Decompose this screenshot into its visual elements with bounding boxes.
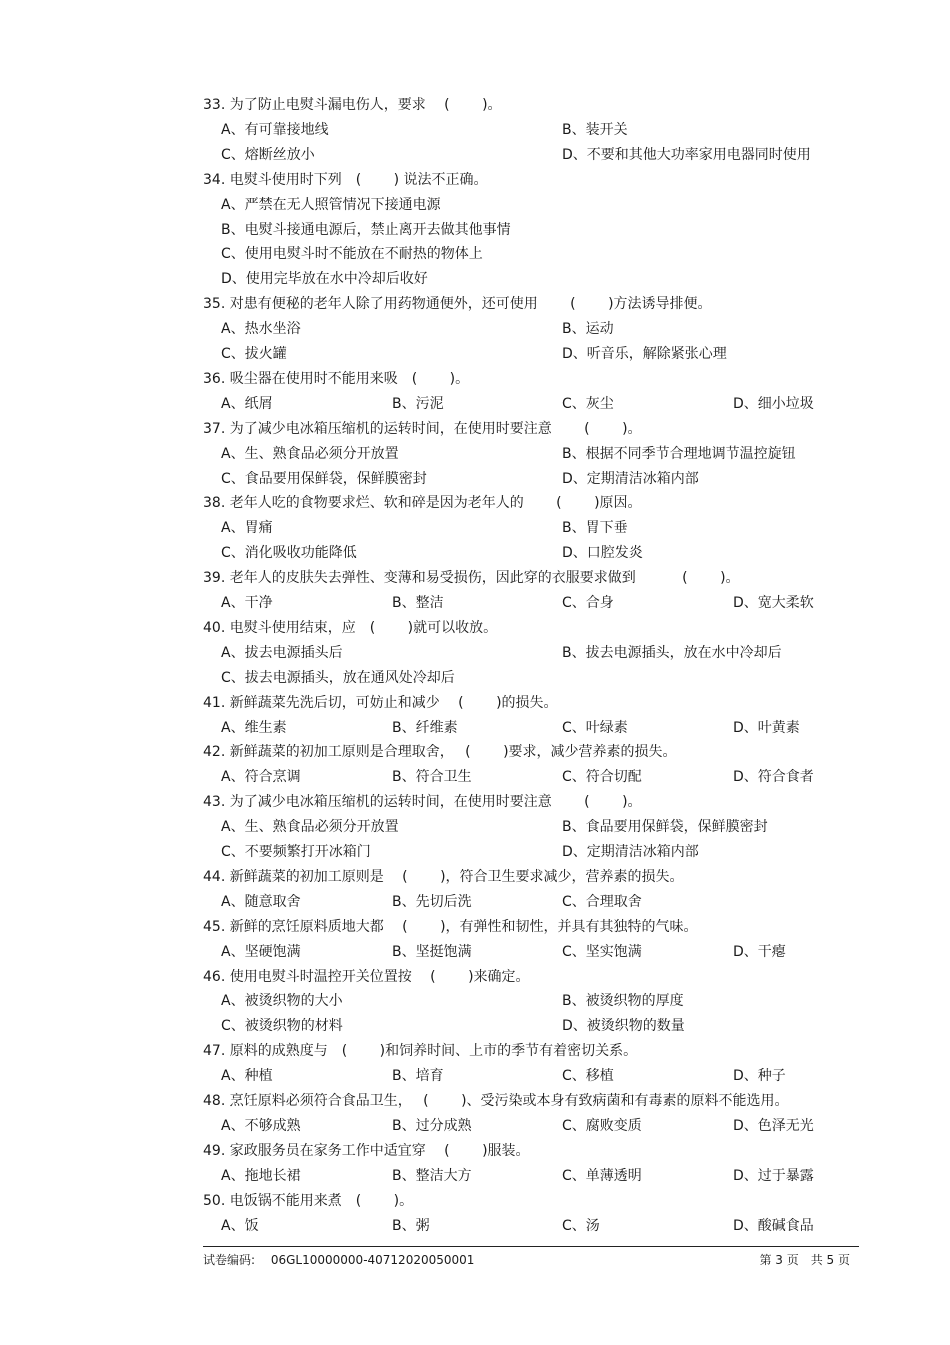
answer-option: A、干净: [221, 595, 273, 611]
answer-option: D、叶黄素: [733, 720, 800, 736]
answer-option: A、坚硬饱满: [221, 944, 301, 960]
answer-option: C、消化吸收功能降低: [221, 545, 357, 561]
answer-option: D、过于暴露: [733, 1168, 814, 1184]
question-stem: 39. 老年人的皮肤失去弹性、变薄和易受损伤，因此穿的衣服要求做到 ( )。: [203, 570, 740, 586]
answer-option: B、过分成熟: [392, 1118, 472, 1134]
answer-option: D、宽大柔软: [733, 595, 814, 611]
answer-option: A、维生素: [221, 720, 287, 736]
answer-option: A、符合烹调: [221, 769, 301, 785]
answer-option: C、腐败变质: [562, 1118, 642, 1134]
page-number: 第 3 页 共 5 页: [759, 1253, 850, 1267]
answer-option: A、严禁在无人照管情况下接通电源: [221, 197, 441, 213]
answer-option: B、符合卫生: [392, 769, 472, 785]
answer-option: A、种植: [221, 1068, 273, 1084]
question-stem: 44. 新鲜蔬菜的初加工原则是 ( )，符合卫生要求减少，营养素的损失。: [203, 869, 684, 885]
answer-option: A、胃痛: [221, 520, 273, 536]
answer-option: A、有可靠接地线: [221, 122, 329, 138]
answer-option: C、使用电熨斗时不能放在不耐热的物体上: [221, 246, 483, 262]
question-stem: 42. 新鲜蔬菜的初加工原则是合理取舍， ( )要求，减少营养素的损失。: [203, 744, 677, 760]
answer-option: A、生、熟食品必须分开放置: [221, 819, 399, 835]
answer-option: B、根据不同季节合理地调节温控旋钮: [562, 446, 796, 462]
answer-option: A、纸屑: [221, 396, 273, 412]
answer-option: C、熔断丝放小: [221, 147, 315, 163]
answer-option: C、不要频繁打开冰箱门: [221, 844, 371, 860]
answer-option: A、被烫织物的大小: [221, 993, 343, 1009]
question-stem: 46. 使用电熨斗时温控开关位置按 ( )来确定。: [203, 969, 530, 985]
answer-option: B、胃下垂: [562, 520, 628, 536]
question-stem: 37. 为了减少电冰箱压缩机的运转时间，在使用时要注意 ( )。: [203, 421, 642, 437]
answer-option: D、种子: [733, 1068, 786, 1084]
answer-option: B、装开关: [562, 122, 628, 138]
question-stem: 43. 为了减少电冰箱压缩机的运转时间，在使用时要注意 ( )。: [203, 794, 642, 810]
answer-option: B、拔去电源插头，放在水中冷却后: [562, 645, 782, 661]
question-stem: 47. 原料的成熟度与 ( )和饲养时间、上市的季节有着密切关系。: [203, 1043, 638, 1059]
answer-option: C、汤: [562, 1218, 600, 1234]
question-stem: 33. 为了防止电熨斗漏电伤人，要求 ( )。: [203, 97, 502, 113]
answer-option: A、不够成熟: [221, 1118, 301, 1134]
answer-option: D、定期清洁冰箱内部: [562, 471, 699, 487]
answer-option: C、叶绿素: [562, 720, 628, 736]
answer-option: D、听音乐，解除紧张心理: [562, 346, 727, 362]
answer-option: D、干瘪: [733, 944, 786, 960]
question-stem: 48. 烹饪原料必须符合食品卫生， ( )、受污染或本身有致病菌和有毒素的原料不能选用。: [203, 1093, 789, 1109]
answer-option: B、运动: [562, 321, 614, 337]
answer-option: A、饭: [221, 1218, 259, 1234]
answer-option: D、酸碱食品: [733, 1218, 814, 1234]
answer-option: B、电熨斗接通电源后，禁止离开去做其他事情: [221, 222, 511, 238]
answer-option: D、细小垃圾: [733, 396, 814, 412]
answer-option: D、使用完毕放在水中冷却后收好: [221, 271, 428, 287]
answer-option: D、定期清洁冰箱内部: [562, 844, 699, 860]
answer-option: C、移植: [562, 1068, 614, 1084]
answer-option: B、整洁: [392, 595, 444, 611]
answer-option: C、拔去电源插头，放在通风处冷却后: [221, 670, 455, 686]
answer-option: B、污泥: [392, 396, 444, 412]
answer-option: B、粥: [392, 1218, 430, 1234]
question-stem: 36. 吸尘器在使用时不能用来吸 ( )。: [203, 371, 470, 387]
answer-option: B、培育: [392, 1068, 444, 1084]
answer-option: B、食品要用保鲜袋，保鲜膜密封: [562, 819, 768, 835]
answer-option: D、口腔发炎: [562, 545, 643, 561]
answer-option: D、不要和其他大功率家用电器同时使用: [562, 147, 811, 163]
footer-rule: [203, 1246, 859, 1247]
answer-option: B、先切后洗: [392, 894, 472, 910]
question-stem: 35. 对患有便秘的老年人除了用药物通便外，还可使用 ( )方法诱导排便。: [203, 296, 712, 312]
answer-option: C、拔火罐: [221, 346, 287, 362]
answer-option: D、符合食者: [733, 769, 814, 785]
answer-option: C、符合切配: [562, 769, 642, 785]
answer-option: B、纤维素: [392, 720, 458, 736]
answer-option: A、拖地长裙: [221, 1168, 301, 1184]
answer-option: A、热水坐浴: [221, 321, 301, 337]
answer-option: B、被烫织物的厚度: [562, 993, 684, 1009]
exam-code: 试卷编码: 06GL10000000-40712020050001: [203, 1253, 475, 1267]
question-stem: 50. 电饭锅不能用来煮 ( )。: [203, 1193, 414, 1209]
answer-option: B、整洁大方: [392, 1168, 472, 1184]
question-stem: 49. 家政服务员在家务工作中适宜穿 ( )服装。: [203, 1143, 530, 1159]
answer-option: C、被烫织物的材料: [221, 1018, 343, 1034]
answer-option: C、单薄透明: [562, 1168, 642, 1184]
answer-option: C、合理取舍: [562, 894, 642, 910]
answer-option: A、生、熟食品必须分开放置: [221, 446, 399, 462]
answer-option: C、坚实饱满: [562, 944, 642, 960]
answer-option: C、灰尘: [562, 396, 614, 412]
question-stem: 45. 新鲜的烹饪原料质地大都 ( )，有弹性和韧性，并具有其独特的气味。: [203, 919, 698, 935]
answer-option: D、被烫织物的数量: [562, 1018, 685, 1034]
answer-option: C、食品要用保鲜袋，保鲜膜密封: [221, 471, 427, 487]
question-stem: 41. 新鲜蔬菜先洗后切，可妨止和减少 ( )的损失。: [203, 695, 558, 711]
question-stem: 38. 老年人吃的食物要求烂、软和碎是因为老年人的 ( )原因。: [203, 495, 642, 511]
answer-option: A、拔去电源插头后: [221, 645, 343, 661]
answer-option: A、随意取舍: [221, 894, 301, 910]
question-stem: 34. 电熨斗使用时下列 ( ) 说法不正确。: [203, 172, 488, 188]
question-stem: 40. 电熨斗使用结束，应 ( )就可以收放。: [203, 620, 498, 636]
answer-option: C、合身: [562, 595, 614, 611]
answer-option: D、色泽无光: [733, 1118, 814, 1134]
answer-option: B、坚挺饱满: [392, 944, 472, 960]
